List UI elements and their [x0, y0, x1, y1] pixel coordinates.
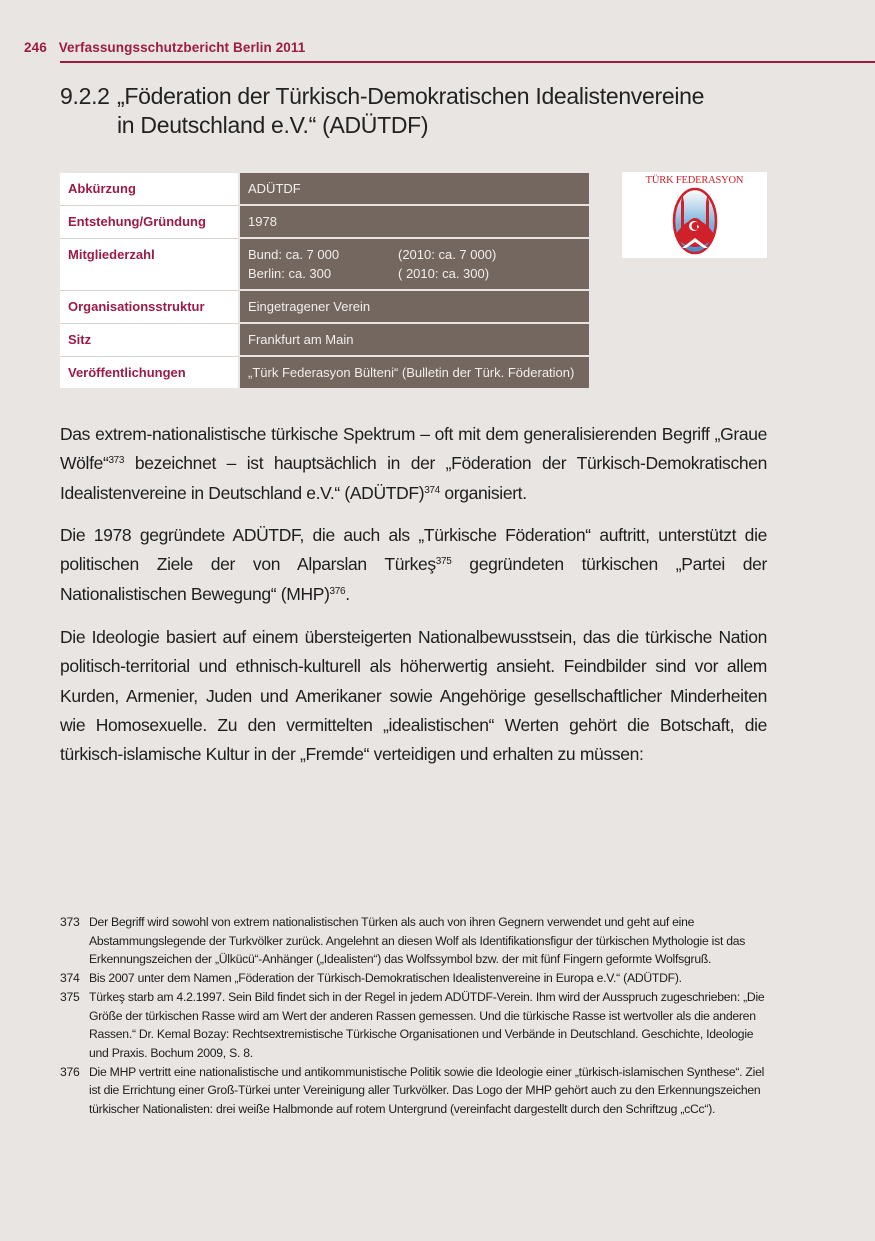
text-run: gegründeten türkischen „Partei der Nationalistischen Bewegung“ (MHP): [60, 554, 767, 604]
members-current: Bund: ca. 7 000: [248, 247, 340, 262]
footnote-number: 374: [60, 971, 80, 986]
text-run: Das extrem-nationalistische türkische Spektrum – oft mit dem generalisierenden Begriff „Graue Wölfe“: [60, 424, 767, 474]
paragraph-1: [60, 420, 767, 508]
logo-caption: TÜRK FEDERASYON: [645, 175, 744, 186]
fact-table: [60, 173, 589, 388]
members-federal: [248, 245, 581, 264]
members-current: Berlin: ca. 300: [248, 266, 332, 281]
table-row: [60, 323, 589, 356]
section-number: 9.2.2: [60, 83, 110, 109]
row-value: „Türk Federasyon Bülteni“ (Bulletin der Türk. Föderation): [239, 356, 589, 388]
text-run: Die 1978 gegründete ADÜTDF, die auch als „Türkische Föderation“ auftritt, unterstützt die politischen Ziele der von Alparslan Türkeş: [60, 525, 767, 575]
row-label: Organisationsstruktur: [60, 290, 239, 323]
footnote-ref-375[interactable]: 375: [435, 556, 452, 568]
paragraph-2: [60, 521, 767, 609]
page-number: 246: [24, 40, 47, 55]
row-label: Veröffentlichungen: [60, 356, 239, 388]
section-title-line2: in Deutschland e.V.“ (ADÜTDF): [117, 112, 429, 138]
row-label: Sitz: [60, 323, 239, 356]
row-value: 1978: [239, 205, 589, 238]
running-header: [24, 40, 305, 55]
organization-logo: [622, 172, 767, 258]
row-value: Frankfurt am Main: [239, 323, 589, 356]
table-row: [60, 356, 589, 388]
footnotes: [60, 913, 775, 1119]
footnote-number: 373: [60, 915, 80, 929]
row-value: Eingetragener Verein: [239, 290, 589, 323]
footnote-374: [60, 969, 775, 988]
footnote-373: [60, 913, 775, 969]
table-row: [60, 173, 589, 205]
paragraph-3: Die Ideologie basiert auf einem übersteigerten Nationalbewusstsein, das die türkische Nation politisch-territorial und ethnisch-kulturell als höherwertig ansieht. Feindbilder sind vor allem Kurden, Armenier, Juden und Amerikaner sowie Angehörige gesellschaftlicher Minderheiten wie Homosexuelle. Zu den vermittelten „idealistischen“ Werten gehört die Botschaft, die türkisch-islamische Kultur in der „Fremde“ verteidigen und erhalten zu müssen:: [60, 627, 767, 765]
footnote-ref-374[interactable]: 374: [424, 484, 440, 496]
table-row: [60, 205, 589, 238]
text-run: bezeichnet – ist hauptsächlich in der „Föderation der Türkisch-Demokratischen Idealistenvereine in Deutschland e.V.“ (ADÜTDF): [60, 453, 767, 503]
members-berlin: [248, 264, 581, 283]
header-rule: [60, 61, 875, 63]
members-previous: ( 2010: ca. 300): [398, 266, 490, 281]
row-label: Abkürzung: [60, 173, 239, 205]
table-row: [60, 238, 589, 290]
mosque-crescent-emblem-icon: [672, 186, 718, 256]
row-label: Mitgliederzahl: [60, 238, 239, 290]
footnote-text: Bis 2007 unter dem Namen „Föderation der Türkisch-Demokratischen Idealistenvereine in Europa e.V.“ (ADÜTDF).: [89, 971, 682, 986]
footnote-ref-373[interactable]: 373: [108, 455, 125, 467]
text-run: organisiert.: [439, 482, 527, 503]
running-title: Verfassungsschutzbericht Berlin 2011: [58, 40, 306, 55]
footnote-376: [60, 1063, 775, 1119]
section-title-line1: „Föderation der Türkisch-Demokratischen Idealistenvereine: [117, 83, 705, 109]
footnote-text: Türkeş starb am 4.2.1997. Sein Bild findet sich in der Regel in jedem ADÜTDF-Verein. Ihm wird der Ausspruch zugeschrieben: „Die Größe der türkischen Rasse wird am Wert der anderen Rassen gemessen. Und die türkische Rasse ist wertvoller als die anderen Rassen.“ Dr. Kemal Bozay: Rechtsextremistische Türkische Organisationen und Verbände in Deutschland. Geschichte, Ideologie und Praxis. Bochum 2009, S. 8.: [89, 989, 765, 1060]
footnote-number: 376: [60, 1064, 80, 1079]
footnote-text: Der Begriff wird sowohl von extrem nationalistischen Türken als auch von ihren Gegnern verwendet und geht auf eine Abstammungslegende der Turkvölker zurück. Angelehnt an diesen Wolf als Identifikationsfigur der türkischen Mythologie ist das Erkennungszeichen der „Ülkücü“-Anhänger („Idealisten“) das Wolfssymbol bzw. der mit fünf Fingern geformte Wolfsgruß.: [89, 915, 746, 967]
row-value: ADÜTDF: [239, 173, 589, 205]
text-run: .: [345, 583, 350, 604]
section-title: [60, 82, 800, 140]
footnote-text: Die MHP vertritt eine nationalistische und antikommunistische Politik sowie die Ideologie einer „türkisch-islamischen Synthese“. Ziel ist die Errichtung einer Groß-Türkei unter Vereinigung aller Turkvölker. Das Logo der MHP gehört auch zu den Erkennungszeichen türkischer Nationalisten: drei weiße Halbmonde auf rotem Untergrund (vereinfacht dargestellt durch den Schriftzug „cCc“).: [89, 1064, 765, 1117]
footnote-375: [60, 988, 775, 1063]
row-label: Entstehung/Gründung: [60, 205, 239, 238]
row-value-members: [239, 238, 589, 290]
table-row: [60, 290, 589, 323]
footnote-number: 375: [60, 989, 80, 1004]
footnote-ref-376[interactable]: 376: [329, 585, 346, 597]
members-previous: (2010: ca. 7 000): [398, 247, 497, 262]
